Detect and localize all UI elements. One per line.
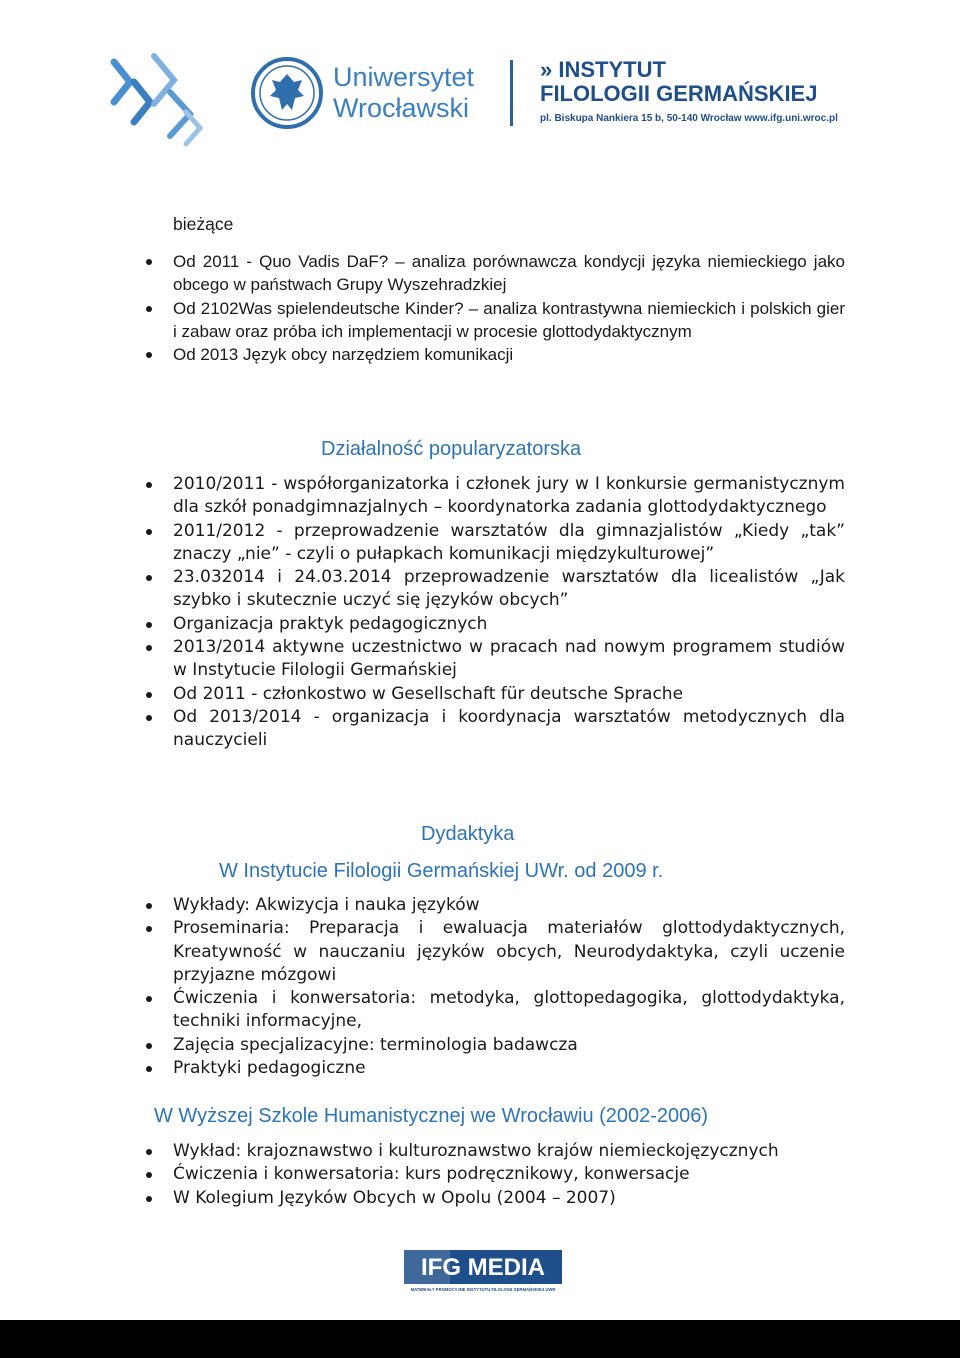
list-item: 2010/2011 - współorganizatorka i członek jury w I konkursie germanistycznym dla szkół ponadgimnazjalnych – koordynatorka zadania glottodydaktycznego [173,473,845,520]
institute-name-line1: » INSTYTUT [540,57,666,82]
current-section-label: bieżące [173,214,234,234]
list-item: Od 2011 - Quo Vadis DaF? – analiza porównawcza kondycji języka niemieckiego jako obcego w państwach Grupy Wyszehradzkiej [173,250,845,297]
university-name-line1: Uniwersytet [333,62,475,92]
university-name-line2: Wrocławski [333,93,470,123]
list-item: Od 2102Was spielendeutsche Kinder? – analiza kontrastywna niemieckich i polskich gier i zabaw oraz próba ich implementacji w procesie glottodydaktycznym [173,297,845,344]
current-projects-list [173,250,845,366]
list-item: Praktyki pedagogiczne [173,1057,845,1080]
list-item: Organizacja praktyk pedagogicznych [173,613,845,636]
university-seal-icon [250,56,324,130]
popular-activities-list [173,473,845,753]
list-item: Od 2011 - członkostwo w Gesellschaft für deutsche Sprache [173,683,845,706]
institute-address: pl. Biskupa Nankiera 15 b, 50-140 Wrocław www.ifg.uni.wroc.pl [540,113,838,124]
institute-name [540,58,838,126]
list-item: 2011/2012 - przeprowadzenie warsztatów dla gimnazjalistów „Kiedy „tak” znaczy „nie” - czyli o pułapkach komunikacji międzykulturowej” [173,520,845,567]
list-item: Wykład: krajoznawstwo i kulturoznawstwo krajów niemieckojęzycznych [173,1140,845,1163]
list-item: Od 2013/2014 - organizacja i koordynacja warsztatów metodycznych dla nauczycieli [173,706,845,753]
list-item: 23.032014 i 24.03.2014 przeprowadzenie warsztatów dla licealistów „Jak szybko i skutecznie uczyć się języków obcych” [173,566,845,613]
teaching-subheading: W Instytucie Filologii Germańskiej UWr. od 2009 r. [219,860,664,882]
popular-heading: Działalność popularyzatorska [321,438,582,460]
list-item: Ćwiczenia i konwersatoria: metodyka, glottopedagogika, glottodydaktyka, techniki informacyjne, [173,987,845,1034]
chevron-decoration-icon [108,52,248,162]
wsh-heading: W Wyższej Szkole Humanistycznej we Wrocławiu (2002-2006) [154,1105,709,1127]
wsh-list [173,1140,845,1210]
university-name [333,62,474,124]
list-item: Ćwiczenia i konwersatoria: kurs podręcznikowy, konwersacje [173,1163,845,1186]
svg-text:MATERIAŁY PROMOCYJNE INSTYTUTU: MATERIAŁY PROMOCYJNE INSTYTUTU FILOLOGII GERMAŃSKIEJ UWR [410,1287,556,1292]
list-item: Proseminaria: Preparacja i ewaluacja materiałów glottodydaktycznych, Kreatywność w nauczaniu języków obcych, Neurodydaktyka, czyli uczenie przyjazne mózgowi [173,917,845,987]
teaching-list [173,894,845,1080]
footer-bar [0,1320,960,1358]
list-item: 2013/2014 aktywne uczestnictwo w pracach nad nowym programem studiów w Instytucie Filologii Germańskiej [173,636,845,683]
svg-text:IFG MEDIA: IFG MEDIA [421,1254,545,1281]
page-header [0,0,960,170]
ifg-media-logo [404,1250,562,1294]
list-item: Od 2013 Język obcy narzędziem komunikacji [173,343,845,366]
header-divider [510,60,513,126]
institute-name-line2: FILOLOGII GERMAŃSKIEJ [540,81,818,106]
list-item: Zajęcia specjalizacyjne: terminologia badawcza [173,1034,845,1057]
teaching-heading: Dydaktyka [421,823,515,845]
list-item: Wykłady: Akwizycja i nauka języków [173,894,845,917]
list-item: W Kolegium Języków Obcych w Opolu (2004 – 2007) [173,1187,845,1210]
